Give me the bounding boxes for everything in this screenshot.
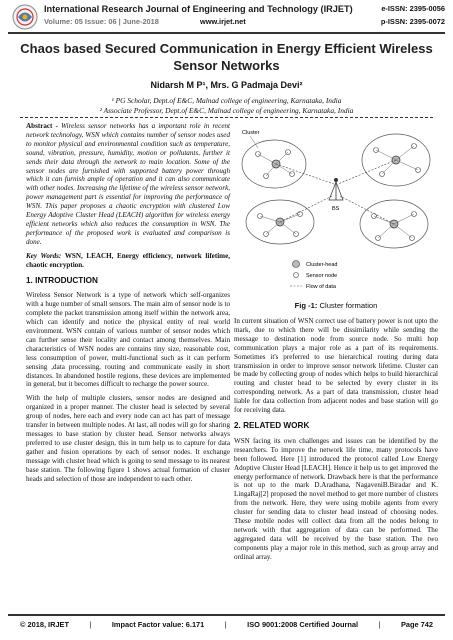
- page-header: [0, 0, 453, 36]
- footer-iso: ISO 9001:2008 Certified Journal: [247, 620, 359, 629]
- header-divider: [8, 32, 445, 34]
- abstract-text: Wireless sensor networks has a important role in recent network technology, WSN which contains number of sensor nodes used to monitor physical and environmental condition such as temperature, sound, vibration, pressure, humidity, motion or pollutants, further it sends their data through the network to main location. Some of the sensor nodes are furnished with supported battery power through which it can furnish ample of operation and it can also communicate with other nodes. Increasing the lifetime of the wireless sensor network, power management part is essential for improving the performance of WSN. This paper proposes a chaotic encryption with clustered Low Energy Adoptive Cluster Head (LEACH) algorithm for wireless energy efficient networks which also reduces the consumption in WSN. The performance of the proposed work is evaluated and comparison is done.: [26, 122, 230, 246]
- paper-authors: Nidarsh M P¹, Mrs. G Padmaja Devi²: [150, 80, 303, 90]
- section-divider: [20, 117, 433, 118]
- footer-copyright: © 2018, IRJET: [20, 620, 69, 629]
- p-issn: p-ISSN: 2395-0072: [380, 17, 445, 26]
- figure-caption-label: Fig -1:: [294, 301, 318, 310]
- related-work-paragraph-1: WSN facing its own challenges and issues can be identified by the researchers. To improve the network life time, many protocols have been followed. Here [1] introduced the protocol called Low Energy Adoptive Cluster Head [LEACH]. Hence it help us to get improved the energy performance of network. Drawback here is that the performance is not up to the mark D.Aradhana, NagaveniB.Biradar and K. LingaRaj[2] proposed the novel method to get more number of clusters from the network. Here, they were using mobile agents from every cluster for sending data to cluster head instead of choosing nodes. These mobile nodes will collect data from all the nodes belong to network with that aggregation of data can be performed. The aggregated data will be received by the base station. The two components play a major role in this method, such as group array and ordinal array.: [234, 436, 438, 561]
- title-line-1: Chaos based Secured Communication in Energy Efficient Wireless: [20, 41, 433, 56]
- volume-issue: Volume: 05 Issue: 06 | June-2018: [44, 17, 159, 26]
- footer-separator: |: [224, 620, 227, 629]
- figure-caption: [234, 301, 438, 310]
- legend-cluster-head: Cluster-head: [306, 262, 338, 268]
- footer-divider: [8, 614, 445, 616]
- journal-website-link[interactable]: www.irjet.net: [200, 17, 246, 26]
- legend-sensor-node: Sensor node: [306, 273, 338, 279]
- legend-flow-of-data: Flow of data: [306, 284, 336, 290]
- cluster-top-left: [242, 140, 306, 188]
- intro-paragraph-2: With the help of multiple clusters, sensor nodes are designed and organized in a proper manner. The cluster head is selected by several group of nodes, here each and every node can act has part of message transfer in between multiple nodes. At last, all nodes will go for sharing messages to base station by cluster head. Sensor networks always preferred to use cluster design, this in turn help us to capture for data gather and fusion operations by each of sensor nodes. It exchange message with cluster head which is going to send message to its nearest base station. The following figure 1 shows actual formation of cluster heads and selection of those are independent to each other.: [26, 394, 230, 483]
- cluster-formation-figure: [236, 124, 436, 296]
- journal-name: International Research Journal of Engineering and Technology (IRJET): [44, 4, 353, 14]
- footer-separator: |: [89, 620, 92, 629]
- figure-label-bs: BS: [332, 206, 340, 212]
- footer-separator: |: [378, 620, 381, 629]
- page-footer: [20, 620, 433, 629]
- figure-caption-text: Cluster formation: [317, 301, 378, 310]
- e-issn: e-ISSN: 2395-0056: [381, 4, 445, 13]
- footer-page-number: Page 742: [400, 620, 433, 629]
- abstract-label: Abstract -: [26, 122, 58, 130]
- figure-label-cluster: Cluster: [242, 130, 260, 136]
- affiliation-2: ² Associate Professor, Dept.of E&C, Malnad college of engineering, Karnataka, India: [99, 106, 354, 115]
- section-heading-introduction: 1. INTRODUCTION: [26, 275, 98, 285]
- figure-legend: [290, 261, 338, 291]
- left-column: [26, 122, 230, 488]
- intro-paragraph-3: In current situation of WSN correct use of battery power is not upto the mark, due to which there will be dissimilarity while sending the message to destination node from source node. So multi hop communication plays a major role as a part of its requirements. Sometimes it's preferred to use hierarchical routing during data transmission in order to improve sensor network lifetime. Cluster can be made by collecting group of nodes which helps to build hierarchical routing and cluster head to be selected by every cluster in its corresponding network. As a part of data transmission, cluster head liable for data collection from adjacent nodes and base station will go for receiving data.: [234, 317, 438, 415]
- paper-title: [20, 40, 433, 74]
- keywords-text: WSN, LEACH, Energy efficiency, network lifetime, chaotic encryption.: [26, 251, 230, 269]
- title-line-2: Sensor Networks: [173, 58, 280, 73]
- keywords: [26, 252, 230, 270]
- intro-paragraph-1: Wireless Sensor Network is a type of network which self-organizes with a huge number of small sensors. The main aim of sensor node is to complete the packet transmission among itself within the network area, which can identify and notice the physical entity of real world environment. WSN contain of various number of sensor nodes which can further sense their locality and contact among themselves. Main characteristics of WSN nodes are contains tiny size, reasonable cost, less consumption of power, multi-functional such as it can perform sensing ,data processing, routing and communicate easily in short distances. In abandoned hostile regions, these devices are implemented in general, but it becomes difficult to recharge the power source.: [26, 291, 230, 389]
- footer-impact-factor: Impact Factor value: 6.171: [111, 620, 205, 629]
- abstract: [26, 122, 230, 247]
- right-column: [234, 317, 438, 567]
- keywords-label: Key Words:: [26, 251, 62, 260]
- irjet-logo-icon: [12, 4, 38, 30]
- affiliation-1: ¹ PG Scholar, Dept.of E&C, Malnad college of engineering, Karnataka, India: [111, 96, 342, 105]
- section-heading-related-work: 2. RELATED WORK: [234, 420, 310, 430]
